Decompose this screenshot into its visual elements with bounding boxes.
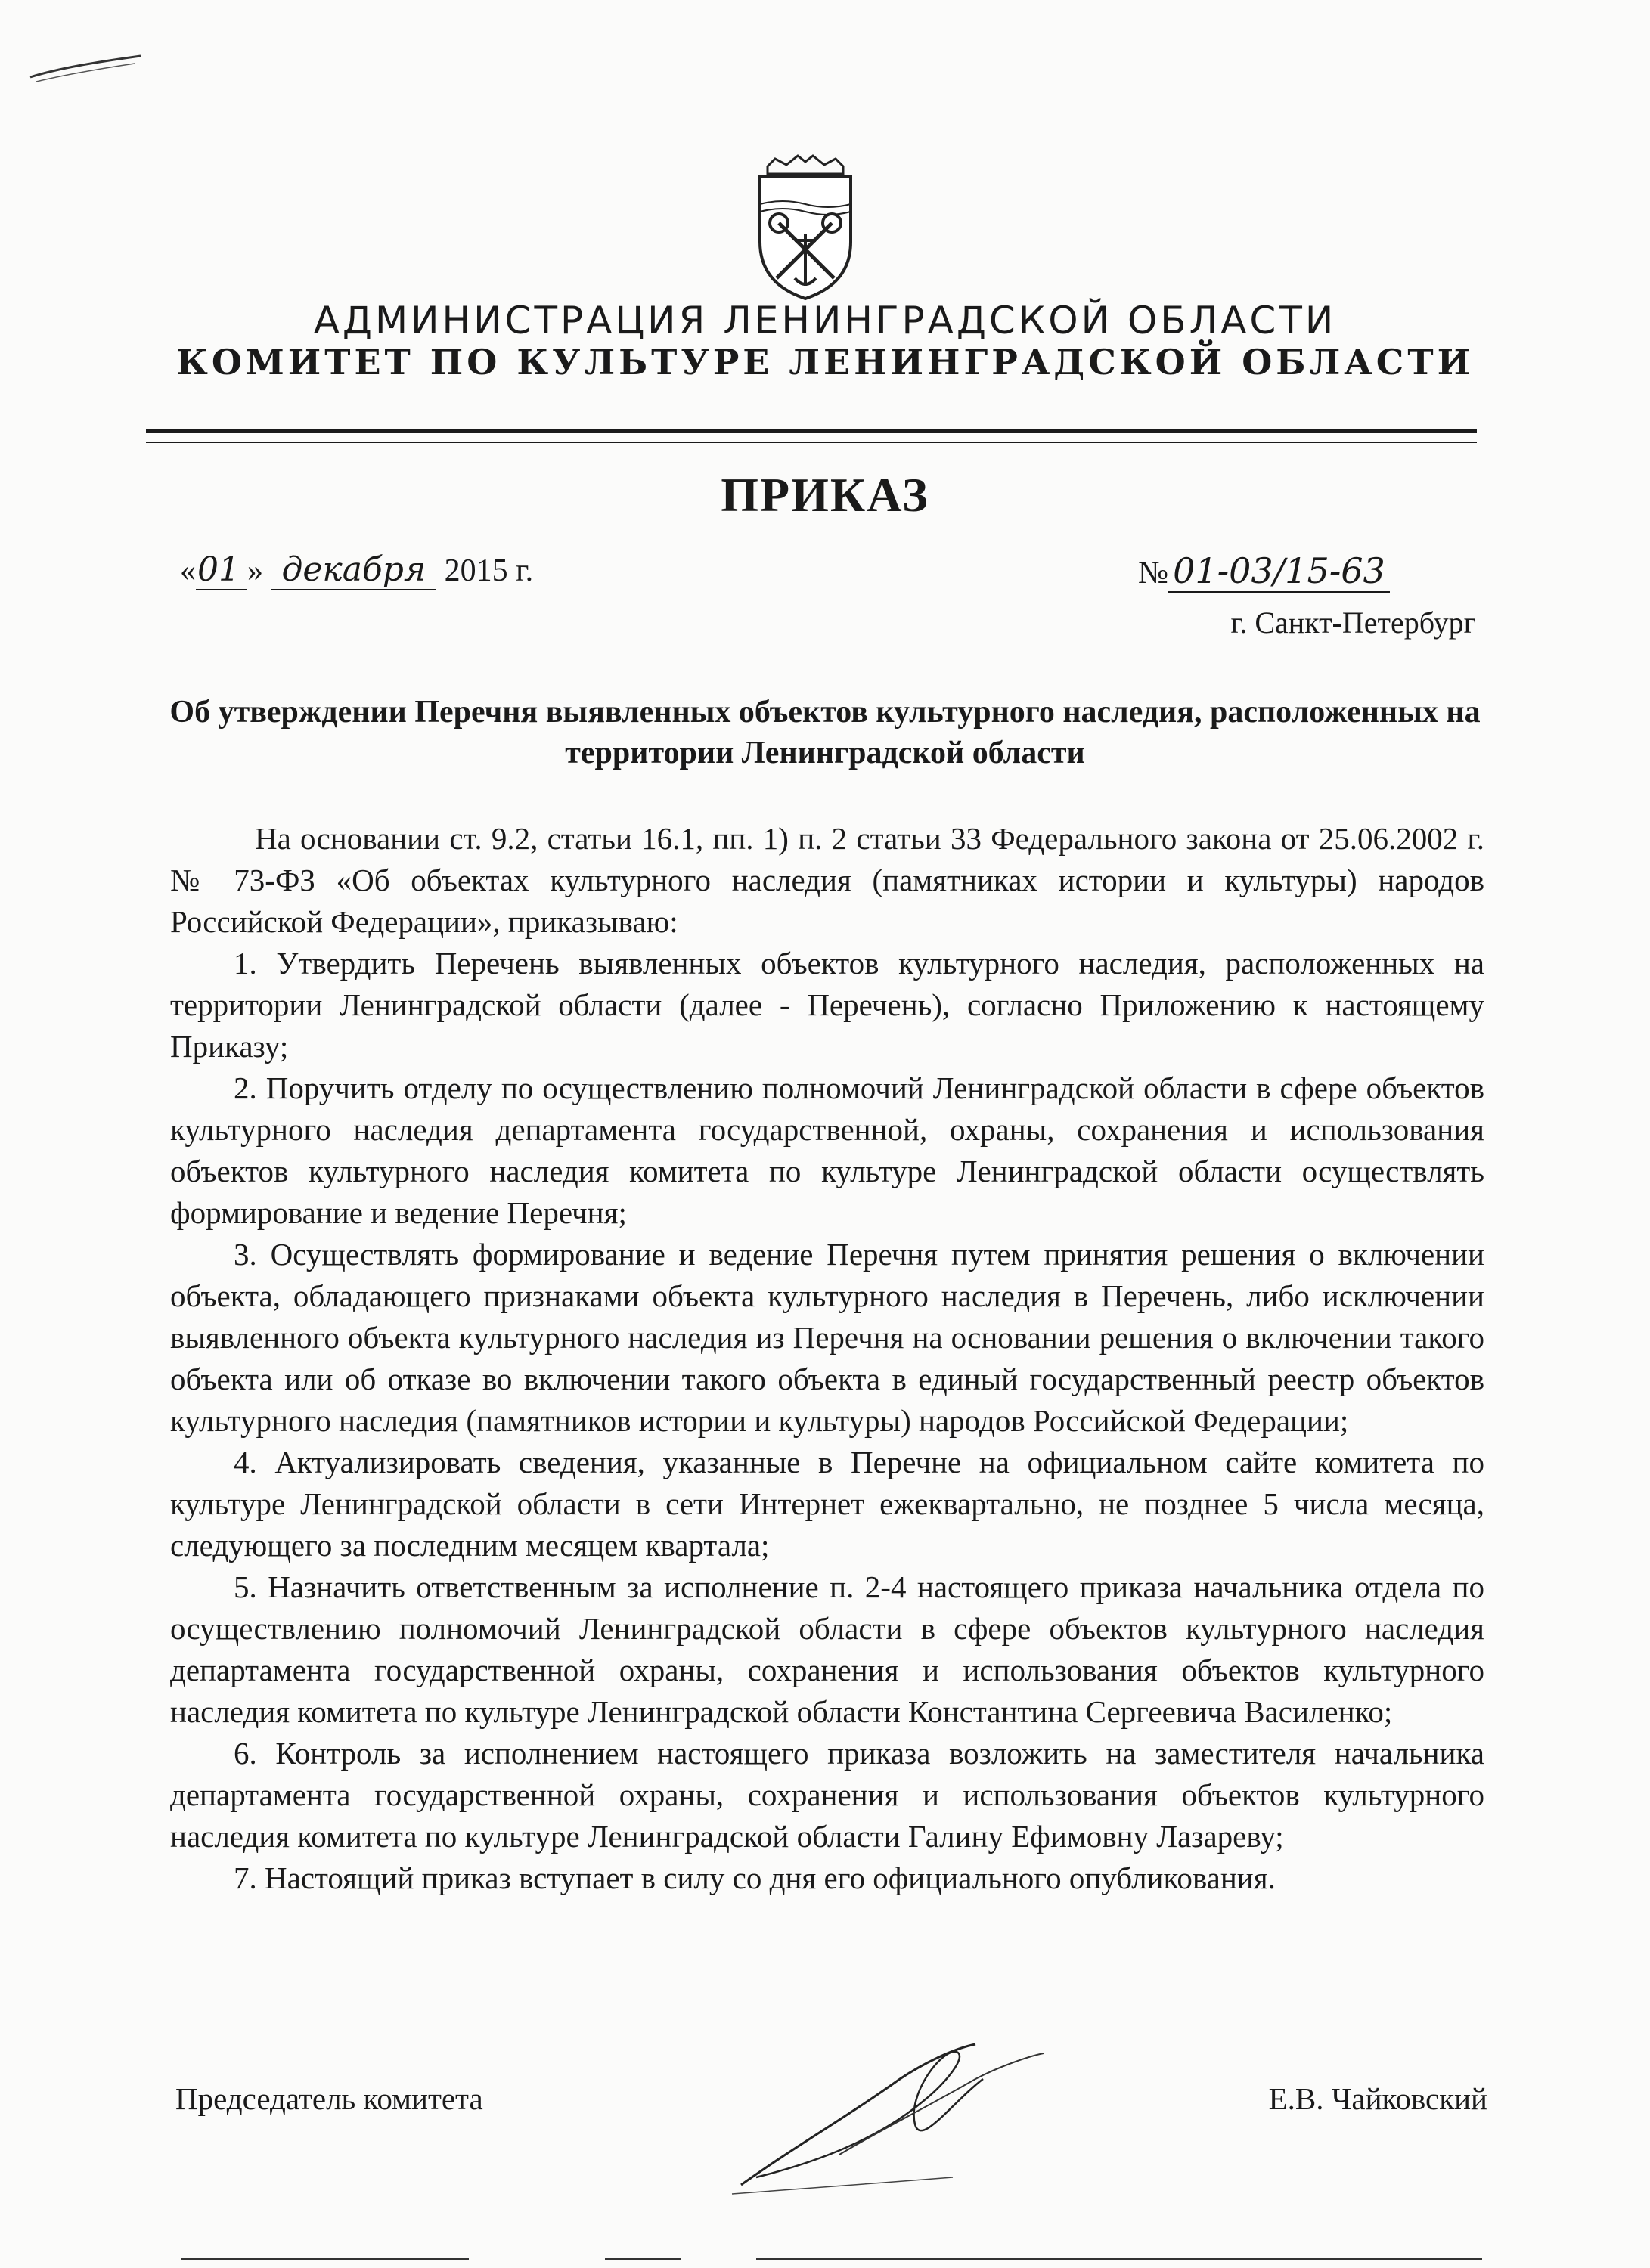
footer-line-segment (605, 2258, 681, 2260)
body-item: 4. Актуализировать сведения, указанные в Перечне на официальном сайте комитета по культуре Ленинградской области в сети Интернет ежеквартально, не позднее 5 числа месяца, следующего за последним месяцем квартала; (170, 1445, 1484, 1563)
body-item: 2. Поручить отделу по осуществлению полномочий Ленинградской области в сфере объектов культурного наследия департамента государственной, охраны, сохранения и использования объектов культурного наследия комитета по культуре Ленинградской области осуществлять формирование и ведение Перечня; (170, 1070, 1484, 1230)
pen-stroke-mark (29, 53, 142, 83)
body-item: 6. Контроль за исполнением настоящего приказа возложить на заместителя начальника департамента государственной охраны, сохранения и использования объектов культурного наследия комитета по культуре Ленинградской области Галину Ефимовну Лазареву; (170, 1736, 1484, 1854)
handwritten-signature (726, 2034, 1051, 2200)
body-intro: На основании ст. 9.2, статьи 16.1, пп. 1) п. 2 статьи 33 Федерального закона от 25.06.2002 г. № 73-ФЗ «Об объектах культурного наследия (памятниках истории и культуры) народов Российской Федерации», приказываю: (170, 821, 1484, 939)
number-label: № (1138, 556, 1169, 590)
date-year: 2015 г. (444, 553, 534, 588)
date-open-quote: « (180, 553, 196, 588)
date-day: 01 (196, 550, 247, 590)
body-item: 1. Утвердить Перечень выявленных объектов культурного наследия, расположенных на территории Ленинградской области (далее - Перечень), согласно Приложению к настоящему Приказу; (170, 946, 1484, 1064)
header-divider-thin (146, 442, 1477, 443)
body-item: 3. Осуществлять формирование и ведение Перечня путем принятия решения о включении объекта, обладающего признаками объекта культурного наследия в Перечень, либо исключении выявленного объекта культурного наследия из Перечня на основании решения о включении такого объекта или об отказе во включении такого объекта в единый государственный реестр объектов культурного наследия (памятников истории и культуры) народов Российской Федерации; (170, 1237, 1484, 1438)
document-subject: Об утверждении Перечня выявленных объектов культурного наследия, расположенных на территории Ленинградской области (169, 695, 1481, 770)
body-item: 5. Назначить ответственным за исполнение п. 2-4 настоящего приказа начальника отдела по осуществлению полномочий Ленинградской области в сфере объектов культурного наследия департамента государственной охраны, сохранения и использования объектов культурного наследия комитета по культуре Ленинградской области Константина Сергеевича Василенко; (170, 1569, 1484, 1729)
document-city: г. Санкт-Петербург (1230, 606, 1476, 640)
organization-name: АДМИНИСТРАЦИЯ ЛЕНИНГРАДСКОЙ ОБЛАСТИ (313, 299, 1337, 342)
document-title: ПРИКАЗ (721, 468, 929, 522)
body-item: 7. Настоящий приказ вступает в силу со дня его официального опубликования. (234, 1861, 1276, 1895)
document-date (180, 550, 533, 589)
document-number (1138, 550, 1390, 591)
committee-name: КОМИТЕТ ПО КУЛЬТУРЕ ЛЕНИНГРАДСКОЙ ОБЛАСТИ (175, 342, 1475, 383)
signer-position: Председатель комитета (175, 2081, 483, 2116)
header-divider-thick (146, 429, 1477, 433)
date-month: декабря (271, 550, 437, 590)
coat-of-arms-icon (745, 151, 866, 302)
date-close-quote: » (247, 553, 263, 588)
footer-line-segment (181, 2258, 469, 2260)
document-body (170, 818, 1484, 1899)
number-value: 01-03/15-63 (1168, 550, 1390, 593)
footer-line-segment (756, 2258, 1482, 2260)
signer-name: Е.В. Чайковский (1268, 2081, 1487, 2116)
